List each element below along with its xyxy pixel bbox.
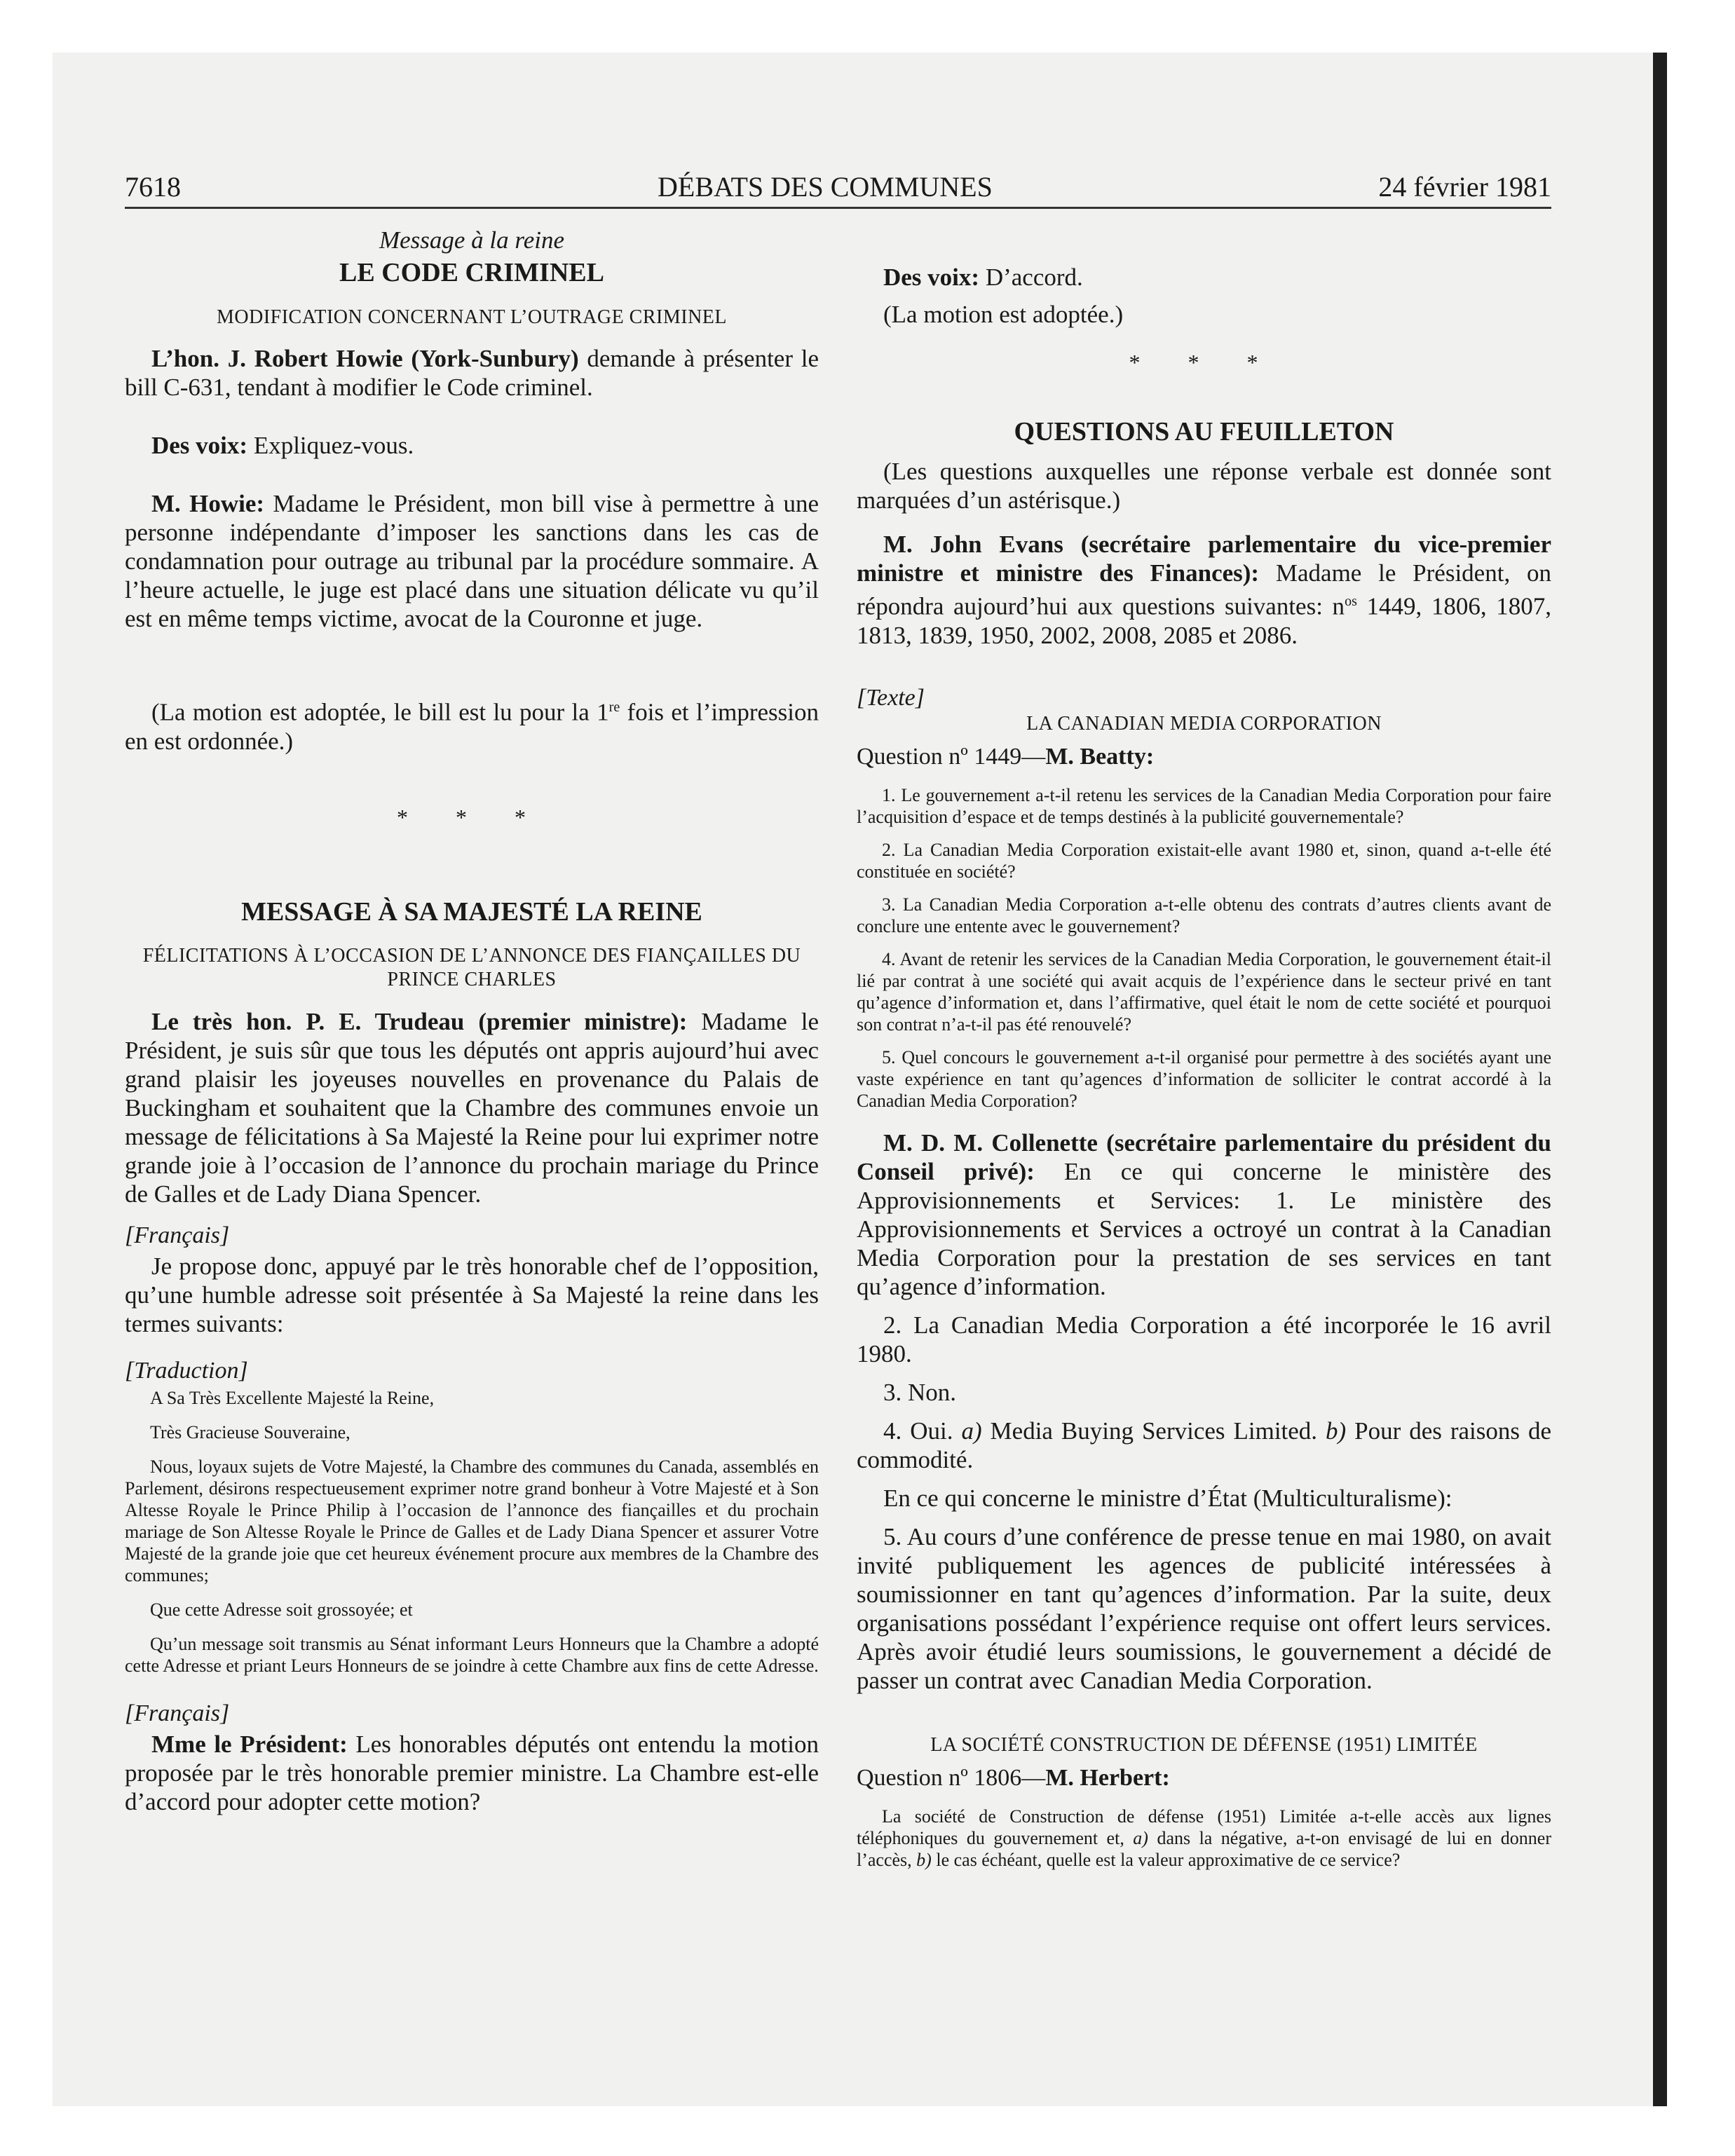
answer-item-3: 3. Non.: [883, 1378, 957, 1406]
header-rule: [125, 207, 1551, 209]
speaker-howie-short: M. Howie:: [151, 490, 265, 517]
address-grossoyee: Que cette Adresse soit grossoyée; et: [150, 1599, 413, 1620]
left-column: [125, 221, 819, 1816]
paragraph-president-motion: Mme le Président: Les honorables députés ont entendu la motion proposée par le très honorable premier ministre. La Chambre est-elle d’accord pour adopter cette motion?: [125, 1730, 819, 1815]
page-edge-shadow: [1653, 53, 1667, 2106]
speaker-howie: L’hon. J. Robert Howie (York-Sunbury): [151, 345, 579, 372]
asker-beatty: M. Beatty:: [1045, 743, 1155, 770]
answer-item-2: 2. La Canadian Media Corporation a été incorporée le 16 avril 1980.: [857, 1311, 1551, 1367]
question-1806-text: La société de Construction de défense (1951) Limitée a-t-elle accès aux lignes téléphoniques du gouvernement et, a) dans la négative, a-t-on envisagé de lui en donner l’accès, b) le cas échéant, quelle est la valeur approximative de ce service?: [857, 1806, 1551, 1870]
paragraph-howie-intro: L’hon. J. Robert Howie (York-Sunbury) demande à présenter le bill C-631, tendant à modifier le Code criminel.: [125, 345, 819, 401]
section-title-message-reine: MESSAGE À SA MAJESTÉ LA REINE: [241, 896, 702, 927]
paragraph-howie-speech: M. Howie: Madame le Président, mon bill vise à permettre à une personne indépendante d’imposer les sanctions dans les cas de condamnation pour outrage au tribunal par la procédure sommaire. A l’heure actuelle, le juge est placé dans une situation délicate vu qu’il est en même temps victime, avocat de la Couronne et juge.: [125, 490, 819, 632]
speaker-collenette: M. D. M. Collenette (secrétaire parlementaire du président du Conseil privé):: [857, 1128, 1551, 1185]
paragraph-propose-adresse: Je propose donc, appuyé par le très honorable chef de l’opposition, qu’une humble adresse soit présentée à Sa Majesté la reine dans les termes suivants:: [125, 1252, 819, 1337]
section-title-questions-feuilleton: QUESTIONS AU FEUILLETON: [1014, 417, 1394, 446]
paragraph-des-voix-1: Des voix: Expliquez-vous.: [151, 432, 414, 459]
question-1449-item-2: 2. La Canadian Media Corporation existait-elle avant 1980 et, sinon, quand a-t-elle été constituée en société?: [857, 839, 1551, 882]
paragraph-questions-note: (Les questions auxquelles une réponse verbale est donnée sont marquées d’un astérisque.): [857, 458, 1551, 514]
speaker-mme-president: Mme le Président:: [151, 1730, 348, 1758]
message-tag: Message à la reine: [379, 226, 565, 254]
language-tag-traduction: [Traduction]: [125, 1357, 248, 1384]
speaker-evans: M. John Evans (secrétaire parlementaire du vice-premier ministre et ministre des Finances):: [857, 531, 1551, 587]
page-number: 7618: [125, 171, 181, 203]
question-1449-heading: Question nº 1449—M. Beatty:: [857, 743, 1155, 770]
address-greeting: Très Gracieuse Souveraine,: [150, 1421, 351, 1442]
section-title-canadian-media: LA CANADIAN MEDIA CORPORATION: [1026, 712, 1382, 735]
question-1449-item-4: 4. Avant de retenir les services de la Canadian Media Corporation, le gouvernement était-il lié par contrat à une société qui avait acquis de l’expérience dans le secteur privé en tant qu’agence d’information et, dans l’affirmative, quel était le nom de cette société et pourquoi son contrat n’a-t-il pas été renouvelé?: [857, 948, 1551, 1035]
section-separator-stars: * * *: [397, 804, 547, 830]
question-1449-item-3: 3. La Canadian Media Corporation a-t-elle obtenu des contrats d’autres clients avant de conclure une entente avec le gouvernement?: [857, 894, 1551, 936]
right-column: [857, 221, 1551, 1871]
answer-item-4: 4. Oui. a) Media Buying Services Limited. b) Pour des raisons de commodité.: [857, 1417, 1552, 1473]
asker-herbert: M. Herbert:: [1045, 1764, 1170, 1791]
address-salutation: A Sa Très Excellente Majesté la Reine,: [150, 1387, 435, 1408]
address-body: Nous, loyaux sujets de Votre Majesté, la Chambre des communes du Canada, assemblés en Parlement, désirons respectueusement exprimer notre grand bonheur à Votre Majesté et à Son Altesse Royale le Prince Philip à l’occasion de l’annonce des fiançailles et du prochain mariage de Son Altesse Royale le Prince de Galles et de Lady Diana Spencer et assurer Votre Majesté de la grande joie que cet heureux événement procure aux membres de la Chambre des communes;: [125, 1456, 819, 1585]
question-1806-heading: Question nº 1806—M. Herbert:: [857, 1764, 1170, 1791]
section-title-code-criminel: LE CODE CRIMINEL: [339, 258, 604, 287]
speaker-trudeau: Le très hon. P. E. Trudeau (premier ministre):: [151, 1007, 688, 1035]
page-header: [125, 170, 1551, 204]
page-date: 24 février 1981: [1378, 171, 1551, 203]
section-title-construction-defense: LA SOCIÉTÉ CONSTRUCTION DE DÉFENSE (1951) LIMITÉE: [930, 1733, 1478, 1756]
speaker-des-voix: Des voix:: [151, 432, 248, 459]
paragraph-des-voix-accord: Des voix: D’accord.: [883, 264, 1083, 291]
paragraph-collenette: M. D. M. Collenette (secrétaire parlementaire du président du Conseil privé): En ce qui concerne le ministère des Approvisionnements et Services: 1. Le ministère des Approvisionnements et Services a octroyé un contrat à la Canadian Media Corporation pour la prestation de ses services en tant qu’agence d’information.: [857, 1128, 1552, 1300]
section-separator-stars-right: * * *: [1129, 350, 1279, 375]
paragraph-trudeau-speech: Le très hon. P. E. Trudeau (premier ministre): Madame le Président, je suis sûr que tous les députés ont appris aujourd’hui avec grand plaisir les joyeuses nouvelles en provenance du Palais de Buckingham et souhaitent que la Chambre des communes envoie un message de félicitations à Sa Majesté la Reine pour lui exprimer notre grande joie à l’occasion de l’annonce du prochain mariage du Prince de Galles et de Lady Diana Spencer.: [125, 1007, 819, 1208]
language-tag-francais-1: [Français]: [125, 1222, 230, 1248]
speaker-des-voix-right: Des voix:: [883, 264, 980, 291]
paragraph-evans: M. John Evans (secrétaire parlementaire du vice-premier ministre et ministre des Finances): Madame le Président, on répondra aujourd’hui aux questions suivantes: $n^{os}$ 1449, 1806, 1807, 1813, 1839, 1950, 2002, 2008, 2085 et 2086.: [857, 531, 1551, 649]
question-1449-item-1: 1. Le gouvernement a-t-il retenu les services de la Canadian Media Corporation pour faire l’acquisition d’espace et de temps destinés à la publicité gouvernementale?: [857, 784, 1551, 827]
answer-item-5: 5. Au cours d’une conférence de presse tenue en mai 1980, on avait invité publiquement les agences de publicité intéressées à soumissionner en tant qu’agences d’information. Par la suite, deux organisations possédant l’expérience requise ont offert leurs services. Après avoir étudié leurs soumissions, le gouvernement a décidé de passer un contrat avec Canadian Media Corporation.: [857, 1522, 1551, 1694]
paragraph-motion-adoptee: (La motion est adoptée.): [883, 301, 1124, 328]
publication-title: DÉBATS DES COMMUNES: [658, 171, 993, 203]
paragraph-motion-adopted: (La motion est adoptée, le bill est lu pour la 1re fois et l’impression en est ordonnée.): [125, 698, 819, 755]
answer-ministre-etat: En ce qui concerne le ministre d’État (Multiculturalisme):: [883, 1484, 1452, 1512]
section-subtitle-fiancailles: FÉLICITATIONS À L’OCCASION DE L’ANNONCE DES FIANÇAILLES DU PRINCE CHARLES: [142, 944, 801, 990]
section-subtitle-outrage: MODIFICATION CONCERNANT L’OUTRAGE CRIMINEL: [217, 306, 727, 328]
question-1449-item-5: 5. Quel concours le gouvernement a-t-il organisé pour permettre à des sociétés ayant une vaste expérience en tant qu’agences d’information de solliciter le contrat accordé à la Canadian Media Corporation?: [857, 1046, 1551, 1111]
language-tag-francais-2: [Français]: [125, 1700, 230, 1726]
address-senat: Qu’un message soit transmis au Sénat informant Leurs Honneurs que la Chambre a adopté cette Adresse et priant Leurs Honneurs de se joindre à cette Chambre aux fins de cette Adresse.: [125, 1633, 819, 1676]
language-tag-texte: [Texte]: [857, 684, 925, 711]
